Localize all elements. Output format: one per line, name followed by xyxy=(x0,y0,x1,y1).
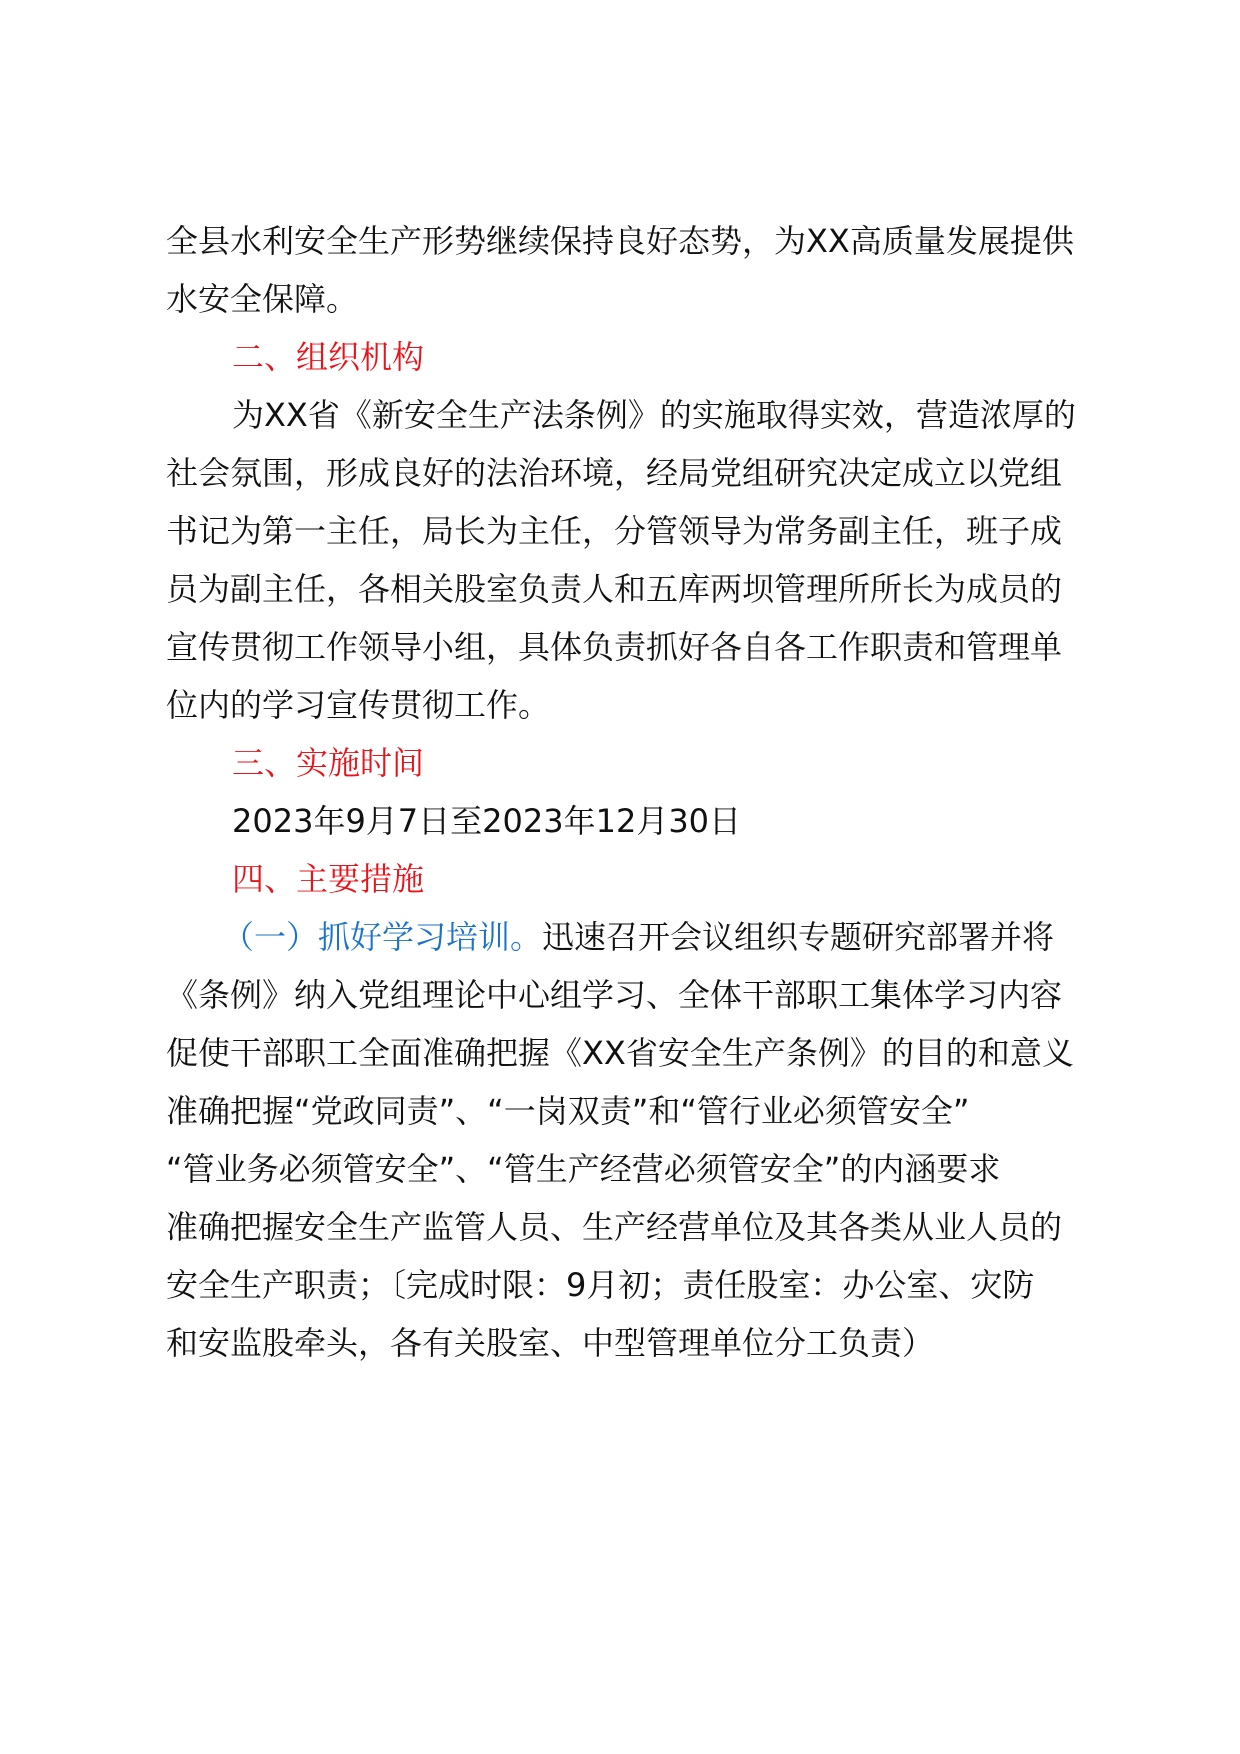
paragraph-line: 员为副主任，各相关股室负责人和五库两坝管理所所长为成员的 xyxy=(166,570,1063,608)
paragraph-text: 迅速召开会议组织专题研究部署并将 xyxy=(542,918,1055,956)
paragraph-line: 社会氛围，形成良好的法治环境，经局党组研究决定成立以党组 xyxy=(166,454,1063,492)
paragraph-line: 促使干部职工全面准确把握《XX省安全生产条例》的目的和意义 xyxy=(166,1034,1074,1072)
paragraph-line: 准确把握“党政同责”、“一岗双责”和“管行业必须管安全” xyxy=(166,1092,970,1130)
paragraph-line: 宣传贯彻工作领导小组，具体负责抓好各自各工作职责和管理单 xyxy=(166,628,1063,666)
paragraph-line: “管业务必须管安全”、“管生产经营必须管安全”的内涵要求 xyxy=(166,1150,1001,1188)
intro-line: 全县水利安全生产形势继续保持良好态势，为XX高质量发展提供 xyxy=(166,222,1074,260)
paragraph-line: 《条例》纳入党组理论中心组学习、全体干部职工集体学习内容 xyxy=(166,976,1063,1014)
subsection-title: （一）抓好学习培训。 xyxy=(222,918,543,956)
paragraph-line: 和安监股牵头，各有关股室、中型管理单位分工负责） xyxy=(166,1324,935,1362)
schedule-dates: 2023年9月7日至2023年12月30日 xyxy=(232,802,742,840)
paragraph-line: 位内的学习宣传贯彻工作。 xyxy=(166,686,551,724)
section-heading-measures: 四、主要措施 xyxy=(232,860,425,898)
intro-line: 水安全保障。 xyxy=(166,280,359,318)
paragraph-line: 为XX省《新安全生产法条例》的实施取得实效，营造浓厚的 xyxy=(232,396,1076,434)
paragraph-line: 安全生产职责；〔完成时限：9月初；责任股室：办公室、灾防 xyxy=(166,1266,1035,1304)
section-heading-schedule: 三、实施时间 xyxy=(232,744,425,782)
paragraph-line: 书记为第一主任，局长为主任，分管领导为常务副主任，班子成 xyxy=(166,512,1063,550)
section-heading-organization: 二、组织机构 xyxy=(232,338,425,376)
paragraph-line: 准确把握安全生产监管人员、生产经营单位及其各类从业人员的 xyxy=(166,1208,1063,1246)
measure-first-line xyxy=(222,917,1172,957)
